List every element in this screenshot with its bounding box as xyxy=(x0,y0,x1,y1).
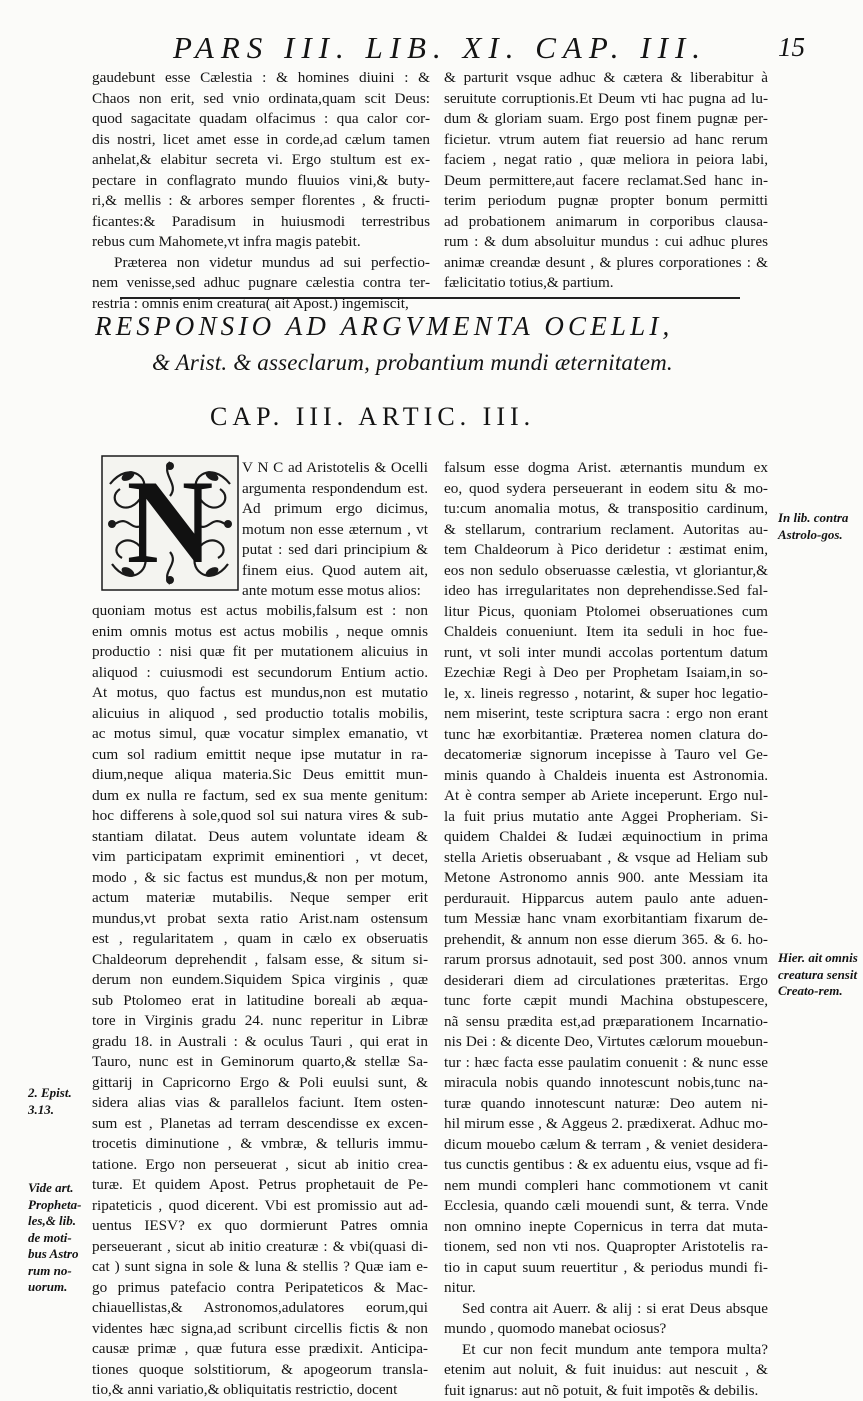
text-line: hil mirum esse , & Aggeus 2. prædixerat. Adhuc mo- xyxy=(444,1114,768,1135)
text-line: quidem Chaldei & Iudæi æquinoctium in prima xyxy=(444,827,768,848)
text-line: trocetis diminutione , & vmbræ, & telluris immu- xyxy=(92,1134,428,1155)
text-line: eo, quod sydera perseuerant in eodem situ & mo- xyxy=(444,479,768,500)
text-line: At motus, quo factus est mundus,non est mutatio xyxy=(92,683,428,704)
text-line: sidera alias vias & parallelos faciunt. Item osten- xyxy=(92,1093,428,1114)
text-line: nã sensu prædita est,ad præparationem Incarnatio- xyxy=(444,1012,768,1033)
text-line: runt, vt soli inter mundi accolas portentum datum xyxy=(444,643,768,664)
text-line: sub Ptolomeo erat in latitudine boreali ab æqua- xyxy=(92,991,428,1012)
text-line: V N C ad Aristotelis & Ocelli xyxy=(242,458,428,479)
text-line: & parturit vsque adhuc & cætera & liberabitur à xyxy=(444,68,768,89)
text-line: tur : hæc facta esse paulatim conuenit : & nunc esse xyxy=(444,1053,768,1074)
text-line: gradu 18. in Australi : & oculus Tauri , qui erat in xyxy=(92,1032,428,1053)
text-line: hoc differens à sole,quod sol sui natura vires & sub- xyxy=(92,806,428,827)
text-line: tem Chaldeorum à Pico deridetur : æstimat enim, xyxy=(444,540,768,561)
text-line: nem miserint, teste scriptura sacra : ergo non erant xyxy=(444,704,768,725)
text-line: animæ creandæ desunt , & plures corporationes : & xyxy=(444,253,768,274)
text-line: At è contra semper ab Ariete inceperunt. Ergo nul- xyxy=(444,786,768,807)
text-line: vim participatam exprimit eminentiori , vt decet, xyxy=(92,847,428,868)
text-line: la fuit prius mutatio ante Aggei Propheriam. Si- xyxy=(444,807,768,828)
margin-note-epistle: 2. Epist. 3.13. xyxy=(28,1085,86,1118)
text-line: tio,& anni variatio,& obliquitatis restrictio, docent xyxy=(92,1380,428,1401)
text-line: Et cur non fecit mundum ante tempora multa? xyxy=(444,1340,768,1361)
text-line: stantiam dilatat. Deus autem voluntate ideam & xyxy=(92,827,428,848)
text-line: ante motum esse motus alios: xyxy=(242,581,428,602)
text-line: fælicitatio totius,& partium. xyxy=(444,273,768,294)
text-line: gittarij in Capricorno Ergo & Poli euulsi sunt, & xyxy=(92,1073,428,1094)
text-line: tio in caput suum reuertitur , & periodus mundi fi- xyxy=(444,1258,768,1279)
text-line: mundo , quomodo manebat ociosus? xyxy=(444,1319,768,1340)
text-line: rebus cum Mahomete,vt infra magis patebit. xyxy=(92,232,430,253)
text-line: ficietur. vtrum autem fiat reuersio ad hanc rerum xyxy=(444,130,768,151)
text-line: tu:cum anomalia motus, & transpositio cardinum, xyxy=(444,499,768,520)
text-line: videntes hæc signa,ad scribunt circellis fictis & non xyxy=(92,1319,428,1340)
text-line: stella Arietis obseruabant , & vsque ad Heliam sub xyxy=(444,848,768,869)
text-line: Chaldeorum deprehendit , falsam esse, & situm si- xyxy=(92,950,428,971)
text-line: quod sagacitate quadam olfacimus : qua calor cor- xyxy=(92,109,430,130)
text-line: pectare in conflagrato mundo fluuios vini,& buty- xyxy=(92,171,430,192)
text-line: litur Picus, quoniam Ptolomei obseruationes cum xyxy=(444,602,768,623)
text-line: alicuius in aliquod , sed productio totalis mobilis, xyxy=(92,704,428,725)
text-line: putat : sed dari principium & xyxy=(242,540,428,561)
text-line: derum non eundem.Siquidem Spica virginis , quæ xyxy=(92,970,428,991)
text-line: Ad primum ergo dicimus, xyxy=(242,499,428,520)
text-line: tiones quoque solstitiorum, & apogeorum transla- xyxy=(92,1360,428,1381)
text-line: decatomeriæ signorum incepisse à Tauro vel Ge- xyxy=(444,745,768,766)
text-line: ideo has irregularitates non deprehendisse.Sed fal- xyxy=(444,581,768,602)
text-line: miracula nobis quando innotescunt nobis,tunc na- xyxy=(444,1073,768,1094)
text-line: uentus IESV? ex quo dormierunt Patres omnia xyxy=(92,1216,428,1237)
text-line: nem venisse,sed adhuc pugnare cælestia contra ter- xyxy=(92,273,430,294)
text-line: restria : omnis enim creatura( ait Apost.) ingemiscit, xyxy=(92,294,430,315)
text-line: sum est , Planetas ad terram descendisse ex excen- xyxy=(92,1114,428,1135)
text-line: argumenta respondendum est. xyxy=(242,479,428,500)
text-line: Chaos non erit, sed vnio ordinata,quam scit Deus: xyxy=(92,89,430,110)
text-line: le, x. lineis regresso , notarint, & super hoc legatio- xyxy=(444,684,768,705)
margin-note-astrologos: In lib. contra Astrolo-gos. xyxy=(778,510,858,543)
text-line: Sed contra ait Auerr. & alij : si erat Deus absque xyxy=(444,1299,768,1320)
text-line: quoniam motus est actus mobilis,falsum est : non xyxy=(92,601,428,622)
text-line: tatione. Ergo non perseuerat , sicut ab initio crea- xyxy=(92,1155,428,1176)
text-line: productio : nisi quæ fit per mutationem alicuius in xyxy=(92,642,428,663)
section-title: RESPONSIO AD ARGVMENTA OCELLI, xyxy=(95,311,830,342)
text-line: actum materiæ mutabilis. Neque semper erit xyxy=(92,888,428,909)
text-line: gaudebunt esse Cælestia : & homines diuini : & xyxy=(92,68,430,89)
text-line: minis quando à Chaldeis inuenta est Astronomia. xyxy=(444,766,768,787)
text-line: cum sol radium emittit neque ipse mutatur in ra- xyxy=(92,745,428,766)
text-line: tunc hæ exorbitantiæ. Præterea nomen clatura do- xyxy=(444,725,768,746)
margin-note-vide-art: Vide art. Propheta-les,& lib. de moti-bus Astro rum no-uorum. xyxy=(28,1180,90,1296)
text-line: perseuerant , sicut ab initio creaturæ : & vbi(quasi di- xyxy=(92,1237,428,1258)
running-title: PARS III. LIB. XI. CAP. III. xyxy=(120,30,760,66)
text-line: rum : & dum absoluitur mundus : cui adhuc plures xyxy=(444,232,768,253)
text-line: dum & gloriam suam. Ergo post finem pugnæ per- xyxy=(444,109,768,130)
chapter-heading: CAP. III. ARTIC. III. xyxy=(210,402,535,432)
text-line: turæ. Et quidem Apost. Petrus prophetauit de Pe- xyxy=(92,1175,428,1196)
top-right-column xyxy=(444,68,768,294)
text-line: causæ primæ , quæ futura esse prædixit. Anticipa- xyxy=(92,1339,428,1360)
text-line: non omnino inepte Copernicus in terra dat muta- xyxy=(444,1217,768,1238)
text-line: ficantes:& Paradisum in huiusmodi terrestribus xyxy=(92,212,430,233)
text-line: Præterea non videtur mundus ad sui perfectio- xyxy=(92,253,430,274)
text-line: dium,neque aliqua materia.Sic Deus emittit mun- xyxy=(92,765,428,786)
text-line: Ecclesia, quando cæli mouendi sunt, & terra. Vnde xyxy=(444,1196,768,1217)
text-line: turæ quando innotescunt naturæ: Deo autem ni- xyxy=(444,1094,768,1115)
text-line: desiderari diem ad circulationes præteritas. Ergo xyxy=(444,971,768,992)
text-line: est , regularitatem , quam in cælo ex obseruatis xyxy=(92,929,428,950)
text-line: ad probationem animarum in corporibus clausa- xyxy=(444,212,768,233)
text-line: ri,& mellis : & arbores semper florentes , & fructi- xyxy=(92,191,430,212)
ornamental-initial xyxy=(100,454,240,592)
text-line: nem mundi compleri hanc commotionem vt canit xyxy=(444,1176,768,1197)
text-line: mundus,vt probat sexta ratio Arist.nam ostensum xyxy=(92,909,428,930)
text-line: dis nostri, licet amet esse in corde,ad cælum tamen xyxy=(92,130,430,151)
text-line: tionem, sed non vti nos. Quapropter Aristotelis ra- xyxy=(444,1237,768,1258)
text-line: tunc forte cæpit mundi Machina obstupescere, xyxy=(444,991,768,1012)
text-line: etenim aut noluit, & fuit inuidus: aut nescuit , & xyxy=(444,1360,768,1381)
text-line: finem eius. Quod autem ait, xyxy=(242,561,428,582)
text-line: tore in Virginis gradu 24. nunc reperitur in Libræ xyxy=(92,1011,428,1032)
text-line: enim omnis motus est actus mobilis , neque omnis xyxy=(92,622,428,643)
text-line: Deum permittere,aut facere reclamat.Sed hanc in- xyxy=(444,171,768,192)
text-line: & stellarum, contrarium reclament. Autoritas au- xyxy=(444,520,768,541)
text-line: prehendit, & annum non esse dierum 365. & 6. ho- xyxy=(444,930,768,951)
text-line: ac motus simul, quæ vocatur simplex emanatio, vt xyxy=(92,724,428,745)
text-line: nis Dei : & dicente Deo, Virtutes cælorum mouebun- xyxy=(444,1032,768,1053)
text-line: cat ) sunt signa in sole & luna & stellis ? Quæ iam e- xyxy=(92,1257,428,1278)
text-line: motum non esse æternum , vt xyxy=(242,520,428,541)
text-line: fuit ignarus: aut nõ potuit, & fuit impotẽs & debilis. xyxy=(444,1381,768,1401)
text-line: anhelat,& elabitur secreta vi. Ergo stultum est ex- xyxy=(92,150,430,171)
text-line: tum Messiæ hanc vnam exorbitantiam fixarum de- xyxy=(444,909,768,930)
margin-note-hieronymus: Hier. ait omnis creatura sensit Creato-rem. xyxy=(778,950,858,1000)
text-line: ripateticis , quod dicerent. Vbi est promissio aut ad- xyxy=(92,1196,428,1217)
section-divider xyxy=(120,297,740,299)
text-line: Tauro, nunc est in Geminorum quarto,& stellæ Sa- xyxy=(92,1052,428,1073)
text-line: go primus patefacio contra Peripateticos & Mac- xyxy=(92,1278,428,1299)
text-line: terim periodum pugnæ propter bonum permitti xyxy=(444,191,768,212)
text-line: tus cunctis gentibus : & ex aduentu eius, vsque ad fi- xyxy=(444,1155,768,1176)
text-line: aliquod : cuiusmodi est secundorum Entium actio. xyxy=(92,663,428,684)
text-line: Ezechiæ Regi à Deo per Prophetam Isaiam,in so- xyxy=(444,663,768,684)
section-subtitle: & Arist. & asseclarum, probantium mundi æternitatem. xyxy=(152,350,673,376)
left-column-opening xyxy=(242,458,428,602)
right-column-body xyxy=(444,458,768,1401)
text-line: perdurauit. Hipparcus autem paulo ante aduen- xyxy=(444,889,768,910)
drop-cap-letter: N xyxy=(100,462,240,582)
text-line: seruitute corruptionis.Et Deum vti hac pugna ad lu- xyxy=(444,89,768,110)
text-line: modo , & sic factus est mundus,& non per motum, xyxy=(92,868,428,889)
text-line: Metone Astronomo annis 900. ante Messiam ita xyxy=(444,868,768,889)
text-line: falsum esse dogma Arist. æternantis mundum ex xyxy=(444,458,768,479)
text-line: Chaldeis conueniunt. Item ita seduli in hoc fue- xyxy=(444,622,768,643)
text-line: faciem , negat ratio , quæ meliora in peiora labi, xyxy=(444,150,768,171)
text-line: dicum mouebo cælum & terram , & veniet desidera- xyxy=(444,1135,768,1156)
text-line: rarum prorsus adnotauit, sed post 300. annos vnum xyxy=(444,950,768,971)
text-line: nitur. xyxy=(444,1278,768,1299)
text-line: chiauellistas,& Astronomos,adulatores eorum,qui xyxy=(92,1298,428,1319)
text-line: dum ex nulla re factum, sed ex sua mente genitum: xyxy=(92,786,428,807)
page-number: 15 xyxy=(778,32,805,63)
left-column-body xyxy=(92,601,428,1401)
text-line: eos non sedulo obseruasse cælestia, vt gloriantur,& xyxy=(444,561,768,582)
top-left-column xyxy=(92,68,430,314)
